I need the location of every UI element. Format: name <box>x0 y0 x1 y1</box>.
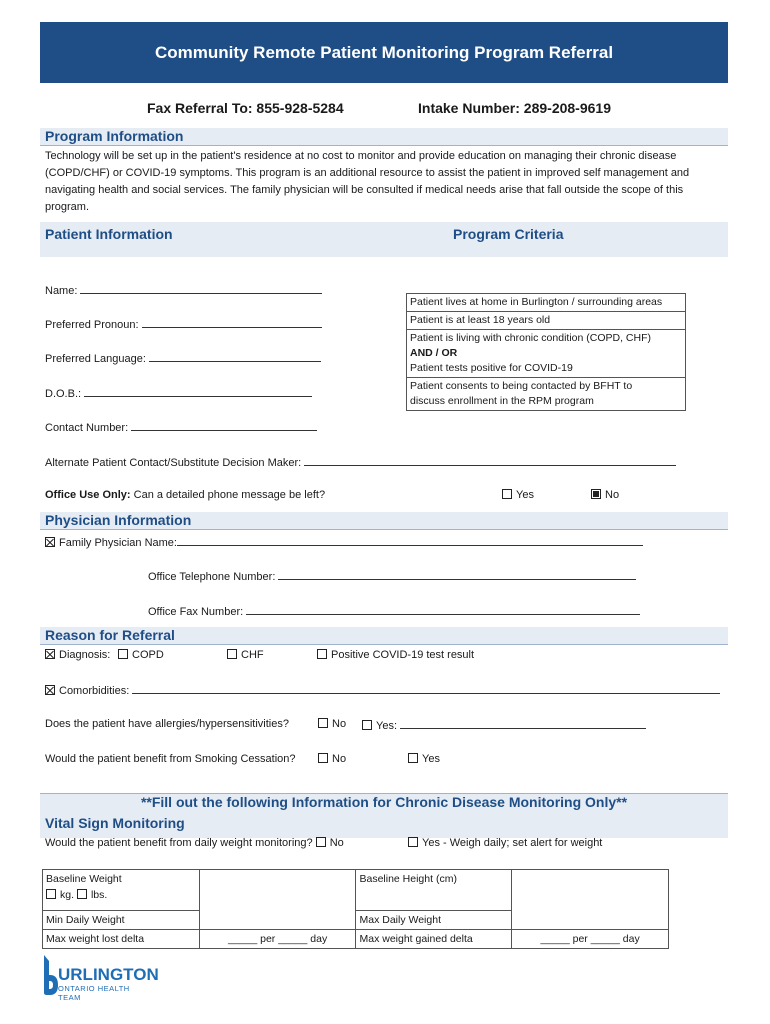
smoking-no[interactable] <box>318 753 346 765</box>
weight-monitoring-label: Would the patient benefit from daily weight monitoring? <box>45 837 313 849</box>
program-info-heading: Program Information <box>45 128 184 144</box>
chf-label: CHF <box>241 649 264 661</box>
office-fax-field[interactable] <box>148 604 640 618</box>
criteria-row <box>407 294 686 312</box>
office-use-yes-checkbox[interactable] <box>502 489 512 499</box>
criteria-age: Patient is at least 18 years old <box>407 312 686 330</box>
max-daily-weight-label: Max Daily Weight <box>356 911 512 930</box>
smoking-yes[interactable] <box>408 753 440 765</box>
pronoun-label: Preferred Pronoun: <box>45 319 139 331</box>
smoking-yes-checkbox[interactable] <box>408 753 418 763</box>
office-phone-label: Office Telephone Number: <box>148 571 276 583</box>
office-use-no[interactable] <box>591 489 619 501</box>
family-physician-field[interactable] <box>45 535 643 549</box>
criteria-and-or: AND / OR <box>410 347 458 359</box>
language-line <box>149 351 321 362</box>
dob-line <box>84 386 312 397</box>
copd-option[interactable] <box>118 649 164 661</box>
baseline-weight-value[interactable] <box>199 870 356 930</box>
comorbidities-checkbox[interactable] <box>45 685 55 695</box>
covid-option[interactable] <box>317 649 474 661</box>
comorbidities-label: Comorbidities: <box>59 685 130 697</box>
lbs-checkbox[interactable] <box>77 889 87 899</box>
baseline-weight-cell <box>43 870 200 911</box>
office-fax-label: Office Fax Number: <box>148 606 244 618</box>
dob-label: D.O.B.: <box>45 388 82 400</box>
baseline-weight-label: Baseline Weight <box>46 873 122 885</box>
smoking-question: Would the patient benefit from Smoking Cessation? <box>45 753 296 765</box>
diagnosis-label: Diagnosis: <box>59 649 111 661</box>
program-criteria-heading: Program Criteria <box>453 226 564 242</box>
smoking-no-label: No <box>332 753 347 765</box>
family-physician-label: Family Physician Name: <box>59 537 177 549</box>
office-use-yes-label: Yes <box>516 489 534 501</box>
reason-heading: Reason for Referral <box>45 627 175 643</box>
kg-label: kg. <box>60 889 75 901</box>
allergies-yes-checkbox[interactable] <box>362 720 372 730</box>
office-use-no-label: No <box>605 489 620 501</box>
criteria-chronic: Patient is living with chronic condition (COPD, CHF) <box>410 332 651 344</box>
fax-referral: Fax Referral To: 855-928-5284 <box>147 100 344 116</box>
allergies-yes-line <box>400 718 646 729</box>
contact-field[interactable] <box>45 420 317 434</box>
weight-no-checkbox[interactable] <box>316 837 326 847</box>
family-physician-checkbox[interactable] <box>45 537 55 547</box>
logo-name: URLINGTON <box>58 965 159 984</box>
office-use-text: Can a detailed phone message be left? <box>133 489 326 501</box>
name-field[interactable] <box>45 283 322 297</box>
allergies-yes-label: Yes: <box>376 720 398 732</box>
min-daily-weight-label: Min Daily Weight <box>43 911 200 930</box>
office-use-no-checkbox[interactable] <box>591 489 601 499</box>
criteria-consent-line2: discuss enrollment in the RPM program <box>410 395 594 407</box>
contact-line <box>131 420 317 431</box>
physician-heading: Physician Information <box>45 512 192 528</box>
page-title-banner <box>40 22 728 83</box>
vital-sign-heading: Vital Sign Monitoring <box>45 815 185 831</box>
weight-monitoring-yes[interactable] <box>408 837 602 849</box>
copd-checkbox[interactable] <box>118 649 128 659</box>
pronoun-line <box>142 317 322 328</box>
allergies-yes[interactable] <box>362 718 646 732</box>
weight-yes-label: Yes - Weigh daily; set alert for weight <box>422 837 603 849</box>
criteria-condition <box>407 330 686 378</box>
criteria-covid: Patient tests positive for COVID-19 <box>410 362 573 374</box>
max-gained-value[interactable]: _____ per _____ day <box>512 930 669 949</box>
diagnosis-field[interactable] <box>45 649 110 661</box>
criteria-consent-line1: Patient consents to being contacted by BFHT to <box>410 380 633 392</box>
language-label: Preferred Language: <box>45 353 146 365</box>
office-use-question <box>45 489 325 501</box>
chf-checkbox[interactable] <box>227 649 237 659</box>
comorbidities-line <box>132 683 720 694</box>
pronoun-field[interactable] <box>45 317 322 331</box>
family-physician-line <box>177 535 643 546</box>
criteria-row <box>407 330 686 378</box>
allergies-no[interactable] <box>318 718 346 730</box>
lbs-option[interactable] <box>77 889 107 901</box>
burlington-logo <box>38 953 159 1002</box>
baseline-height-cell <box>356 870 512 911</box>
page-title: Community Remote Patient Monitoring Program Referral <box>154 42 614 62</box>
program-info-text: Technology will be set up in the patient's residence at no cost to monitor and provide education on managing their chronic disease (COPD/CHF) or COVID-19 symptoms. This program is an additional resource to assist the patient in improved self management and navigating health and social services. The family physician will be consulted if medical needs arise that fall outside the scope of this program. <box>45 150 690 213</box>
copd-label: COPD <box>132 649 164 661</box>
allergies-no-label: No <box>332 718 347 730</box>
allergies-question: Does the patient have allergies/hypersensitivities? <box>45 718 289 730</box>
name-label: Name: <box>45 285 78 297</box>
weight-no-label: No <box>329 837 344 849</box>
max-lost-value[interactable]: _____ per _____ day <box>199 930 356 949</box>
intake-number: Intake Number: 289-208-9619 <box>418 100 611 116</box>
criteria-row <box>407 312 686 330</box>
covid-checkbox[interactable] <box>317 649 327 659</box>
baseline-height-label: Baseline Height (cm) <box>359 873 457 885</box>
diagnosis-checkbox[interactable] <box>45 649 55 659</box>
criteria-residence: Patient lives at home in Burlington / surrounding areas <box>407 294 686 312</box>
name-line <box>80 283 322 294</box>
smoking-no-checkbox[interactable] <box>318 753 328 763</box>
lbs-label: lbs. <box>90 889 108 901</box>
baseline-height-value[interactable] <box>512 870 669 930</box>
contact-label: Contact Number: <box>45 422 129 434</box>
smoking-yes-label: Yes <box>422 753 440 765</box>
max-gained-label: Max weight gained delta <box>356 930 512 949</box>
logo-subtitle: ONTARIO HEALTH TEAM <box>58 984 130 1002</box>
allergies-no-checkbox[interactable] <box>318 718 328 728</box>
office-fax-line <box>246 604 640 615</box>
chronic-note: **Fill out the following Information for Chronic Disease Monitoring Only** <box>140 794 628 810</box>
language-field[interactable] <box>45 351 321 365</box>
weight-monitoring-no[interactable] <box>316 837 344 849</box>
weight-yes-checkbox[interactable] <box>408 837 418 847</box>
burlington-b-icon <box>38 953 60 997</box>
alternate-contact-label: Alternate Patient Contact/Substitute Decision Maker: <box>45 457 302 469</box>
kg-option[interactable] <box>46 889 74 901</box>
office-phone-field[interactable] <box>148 569 636 583</box>
office-use-label: Office Use Only: <box>45 489 131 501</box>
criteria-consent <box>407 378 686 411</box>
criteria-table <box>406 293 686 411</box>
kg-checkbox[interactable] <box>46 889 56 899</box>
office-phone-line <box>278 569 636 580</box>
max-lost-label: Max weight lost delta <box>43 930 200 949</box>
vitals-table <box>42 869 669 949</box>
chf-option[interactable] <box>227 649 264 661</box>
criteria-row <box>407 378 686 411</box>
dob-field[interactable] <box>45 386 312 400</box>
alternate-contact-line <box>304 455 676 466</box>
alternate-contact-field[interactable] <box>45 455 676 469</box>
covid-label: Positive COVID-19 test result <box>331 649 475 661</box>
office-use-yes[interactable] <box>502 489 534 501</box>
comorbidities-field[interactable] <box>45 683 720 697</box>
patient-info-heading: Patient Information <box>45 226 173 242</box>
weight-monitoring-question <box>45 837 344 849</box>
